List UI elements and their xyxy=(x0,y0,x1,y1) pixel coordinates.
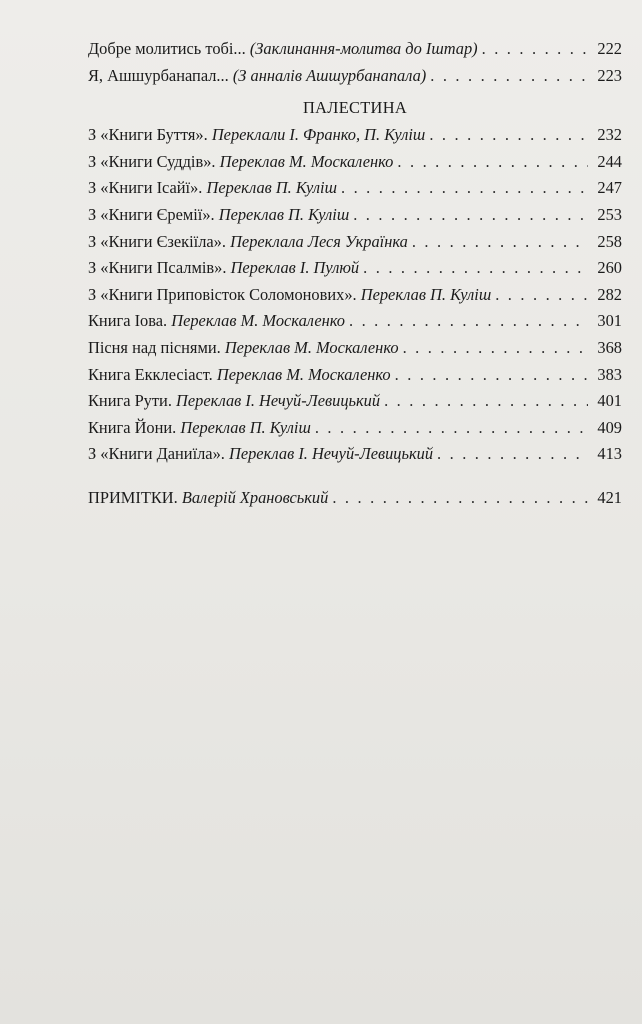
leader-dots xyxy=(332,485,588,512)
toc-entry-title: Добре молитись тобі... (Заклинання-молитва до Іштар) xyxy=(88,39,478,58)
toc-page-number: 244 xyxy=(597,151,622,171)
leader-dots xyxy=(495,282,588,309)
toc-entry xyxy=(88,308,622,335)
leader-dots xyxy=(430,63,588,90)
leader-dots xyxy=(341,175,588,202)
leader-dots xyxy=(482,36,588,63)
toc-page-number: 232 xyxy=(597,125,622,145)
toc-page-number: 421 xyxy=(597,487,622,507)
toc-entry xyxy=(88,36,622,63)
leader-dots xyxy=(429,122,588,149)
toc-entry-title: З «Книги Єремії». Переклав П. Куліш xyxy=(88,204,350,224)
toc-entry xyxy=(88,149,622,176)
leader-dots xyxy=(403,335,588,362)
spacer xyxy=(88,468,622,485)
toc-entry xyxy=(88,388,622,415)
toc-page-number: 222 xyxy=(597,39,622,58)
toc-entry-title: З «Книги Приповісток Соломонових». Переклав П. Куліш xyxy=(88,284,492,304)
toc-page-number: 401 xyxy=(597,391,622,411)
toc-entry-title: З «Книги Суддів». Переклав М. Москаленко xyxy=(88,151,394,171)
table-of-contents xyxy=(88,36,622,512)
show-through-shading xyxy=(70,560,630,740)
toc-entry-title: Книга Йони. Переклав П. Куліш xyxy=(88,417,311,437)
toc-entry-title: Книга Екклесіаст. Переклав М. Москаленко xyxy=(88,364,391,384)
toc-entry-title: Книга Іова. Переклав М. Москаленко xyxy=(88,311,345,331)
leader-dots xyxy=(363,255,588,282)
toc-page-number: 253 xyxy=(597,204,622,224)
leader-dots xyxy=(353,202,588,229)
toc-entry-notes xyxy=(88,485,622,512)
toc-entry xyxy=(88,282,622,309)
toc-entry xyxy=(88,202,622,229)
toc-entry xyxy=(88,335,622,362)
toc-page-number: 368 xyxy=(597,337,622,357)
toc-entry-title: З «Книги Єзекіїла». Переклала Леся Українка xyxy=(88,231,408,251)
toc-entry-title: Книга Рути. Переклав І. Нечуй-Левицький xyxy=(88,391,381,411)
leader-dots xyxy=(384,388,588,415)
toc-page-number: 247 xyxy=(597,178,622,198)
toc-entry xyxy=(88,122,622,149)
toc-entry-title: З «Книги Ісайї». Переклав П. Куліш xyxy=(88,178,337,198)
toc-entry xyxy=(88,415,622,442)
toc-entry-title: ПРИМІТКИ. Валерій Храновський xyxy=(88,487,329,507)
toc-entry-title: З «Книги Буття». Переклали І. Франко, П. Куліш xyxy=(88,125,426,145)
toc-page-number: 282 xyxy=(597,284,622,304)
toc-entry-title: Я, Ашшурбанапал... (З анналів Ашшурбанапала) xyxy=(88,65,427,85)
toc-page-number: 258 xyxy=(597,231,622,251)
toc-entry xyxy=(88,362,622,389)
toc-page-number: 383 xyxy=(597,364,622,384)
toc-page-number: 223 xyxy=(597,65,622,85)
toc-entry xyxy=(88,175,622,202)
leader-dots xyxy=(349,308,588,335)
toc-entry-title: З «Книги Даниїла». Переклав І. Нечуй-Левицький xyxy=(88,444,434,464)
toc-page-number: 260 xyxy=(597,258,622,278)
toc-entry-title: Пісня над піснями. Переклав М. Москаленко xyxy=(88,337,399,357)
toc-entry-title: З «Книги Псалмів». Переклав І. Пулюй xyxy=(88,258,360,278)
leader-dots xyxy=(437,441,588,468)
toc-page-number: 301 xyxy=(597,311,622,331)
leader-dots xyxy=(315,415,588,442)
toc-page-number: 409 xyxy=(597,417,622,437)
toc-page-number: 413 xyxy=(597,444,622,464)
leader-dots xyxy=(412,229,588,256)
toc-entry xyxy=(88,229,622,256)
leader-dots xyxy=(395,362,588,389)
leader-dots xyxy=(397,149,588,176)
toc-entry xyxy=(88,63,622,90)
toc-entry xyxy=(88,255,622,282)
toc-entry xyxy=(88,441,622,468)
section-heading: ПАЛЕСТИНА xyxy=(303,98,407,118)
